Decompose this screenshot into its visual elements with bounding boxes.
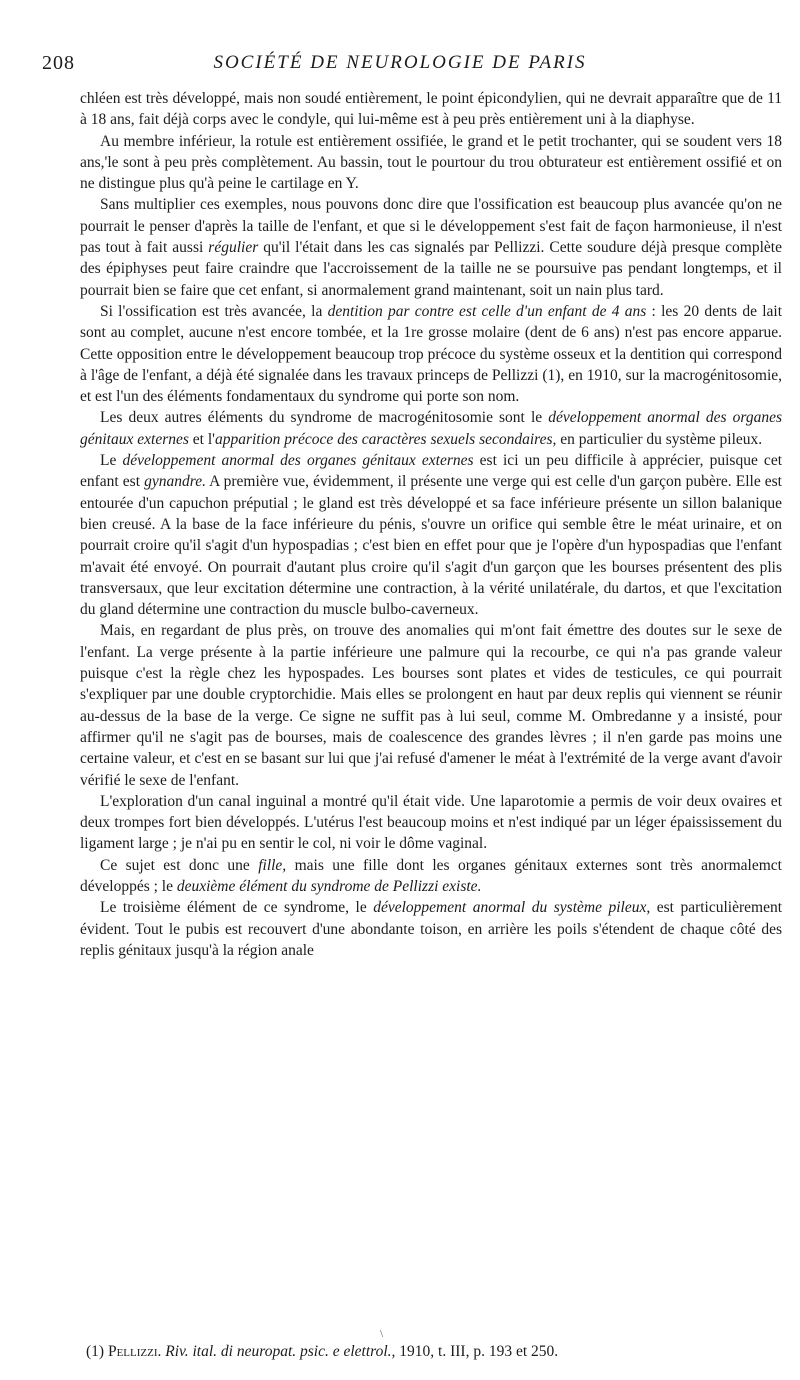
paragraph bbox=[80, 301, 782, 407]
page-header bbox=[40, 52, 760, 82]
article-body bbox=[80, 88, 782, 961]
text-segment: est ici un peu difficile à apprécier, puisque cet enfant est bbox=[80, 452, 782, 491]
footnote-details: 1910, t. III, p. 193 et 250. bbox=[399, 1343, 559, 1360]
footnote-journal: Riv. ital. di neuropat. psic. e elettrol., bbox=[165, 1343, 396, 1360]
paragraph bbox=[80, 620, 782, 790]
text-segment: L'exploration d'un canal inguinal a montré qu'il était vide. Une laparotomie a permis de voir deux ovaires et deux trompes fort bien développés. L'utérus l'est beaucoup moins et n'est indiqué par un léger épaississement du ligament large ; je n'ai pu en sentir le col, ni voir le dôme vaginal. bbox=[80, 792, 782, 853]
italic-text: développement anormal du système pileux, bbox=[373, 899, 651, 917]
italic-text: développement anormal des organes génitaux externes bbox=[80, 409, 782, 448]
text-segment: : les 20 dents de lait sont au complet, aucune n'est encore tombée, et la 1re grosse molaire (dent de 6 ans) n'est pas encore apparue. Cette opposition entre le développement beaucoup trop précoce du système osseux et la dentition qui correspond à l'âge de l'enfant, a déjà été signalée dans les travaux princeps de Pellizzi (1), en 1910, sur la macrogénitosomie, et est l'un des éléments fondamentaux du syndrome qui porte son nom. bbox=[80, 302, 783, 406]
text-segment: qu'il l'était dans les cas signalés par Pellizzi. Cette soudure déjà presque complète des épiphyses peut faire craindre que l'accroissement de la taille ne se poursuive pas pendant longtemps, et il pourrait bien se faire que cet enfant, si anormalement grand maintenant, soit un nain plus tard. bbox=[80, 239, 782, 299]
text-segment: Sans multiplier ces exemples, nous pouvons donc dire que l'ossification est beaucoup plus avancée qu'on ne pourrait le penser d'après la taille de l'enfant, et que si le développement s'est fait de façon harmonieuse, il n'est pas tout à fait aussi bbox=[80, 196, 782, 257]
italic-text: régulier bbox=[208, 239, 259, 257]
italic-text: dentition par contre est celle d'un enfant de 4 ans bbox=[327, 302, 647, 320]
text-segment: Au membre inférieur, la rotule est entièrement ossifiée, le grand et le petit trochanter, qui se soudent vers 18 ans,'le sont à peu près complètement. Au bassin, tout le pourtour du trou obturateur est entièrement ossifié et on ne distingue plus qu'à peine le cartilage en Y. bbox=[80, 132, 782, 193]
italic-text: apparition précoce des caractères sexuels secondaires, bbox=[214, 430, 557, 448]
text-segment: Le troisième élément de ce syndrome, le bbox=[100, 899, 374, 917]
paragraph bbox=[80, 897, 782, 961]
text-segment: mais une fille dont les organes génitaux externes sont très anormalemct développés ; le bbox=[80, 856, 782, 895]
text-segment: et l' bbox=[188, 430, 215, 448]
paragraph bbox=[80, 131, 782, 195]
footnote-author: Pellizzi. bbox=[107, 1343, 162, 1360]
text-segment: en particulier du système pileux. bbox=[556, 430, 763, 448]
paragraph bbox=[80, 88, 782, 131]
text-segment: chléen est très développé, mais non soudé entièrement, le point épicondylien, qui ne devrait apparaître que de 11 à 18 ans, fait déjà corps avec le condyle, qui lui-même est à peu près entièrement uni à la diaphyse. bbox=[80, 90, 782, 129]
footnote-number: (1) bbox=[86, 1343, 105, 1360]
paragraph bbox=[80, 855, 782, 898]
text-segment: Si l'ossification est très avancée, la bbox=[100, 302, 328, 320]
text-segment: Ce sujet est donc une bbox=[100, 856, 259, 874]
paragraph bbox=[80, 407, 782, 450]
text-segment: est particulièrement évident. Tout le pubis est recouvert d'une abondante toison, en arrière les poils s'étendent de chaque côté des replis génitaux jusqu'à la région anale bbox=[80, 899, 783, 959]
footnote-marker: \ bbox=[380, 1328, 384, 1340]
italic-text: fille, bbox=[258, 856, 287, 874]
text-segment: Mais, en regardant de plus près, on trouve des anomalies qui m'ont fait émettre des doutes sur le sexe de l'enfant. La verge présente à la partie inférieure une palmure qui la recourbe, ce qui n'a pas grande valeur puisque c'est la règle chez les hypospades. Les bourses sont plates et vides de testicules, ce qui pourrait s'expliquer par une double cryptorchidie. Mais elles se prolongent en haut par deux replis qui viennent se réunir au-dessus de la base de la verge. Ce signe ne suffit pas à lui seul, comme M. Ombredanne y a insisté, pour affirmer qu'il ne s'agit pas de bourses, mais de coalescence des grandes lèvres ; il n'en garde pas moins une certaine valeur, et c'est en se basant sur lui que j'ai refusé d'amener le méat à l'extrémité de la verge avant d'avoir vérifié le sexe de l'enfant. bbox=[80, 622, 782, 789]
paragraph bbox=[80, 194, 782, 300]
italic-text: gynandre. bbox=[144, 473, 206, 491]
footnote bbox=[86, 1342, 782, 1362]
paragraph bbox=[80, 450, 782, 620]
text-segment: Les deux autres éléments du syndrome de macrogénitosomie sont le bbox=[100, 409, 549, 427]
italic-text: développement anormal des organes génitaux externes bbox=[122, 452, 474, 470]
italic-text: deuxième élément du syndrome de Pellizzi existe. bbox=[176, 877, 482, 895]
running-title: SOCIÉTÉ DE NEUROLOGIE DE PARIS bbox=[213, 52, 587, 73]
page-number: 208 bbox=[42, 52, 75, 74]
paragraph bbox=[80, 791, 782, 855]
text-segment: A première vue, évidemment, il présente une verge qui est celle d'un garçon pubère. Elle est entourée d'un capuchon préputial ; le gland est très développé et sa face inférieure présente un sillon balanique bien creusé. A la base de la face inférieure du pénis, s'ouvre un orifice qui semble être le méat urinaire, et on pourrait croire qu'il s'agit d'un hypospadias ; c'est bien en effet pour que je l'opère d'un hypospadias que l'enfant m'avait été envoyé. On pourrait d'autant plus croire qu'il s'agit d'un garçon que les bourses présentent des plis transversaux, que leur excitation détermine une contraction, à la vérité unilatérale, du dartos, et que l'excitation du gland détermine une contraction du muscle bulbo-caverneux. bbox=[80, 473, 782, 619]
text-segment: Le bbox=[100, 452, 123, 470]
